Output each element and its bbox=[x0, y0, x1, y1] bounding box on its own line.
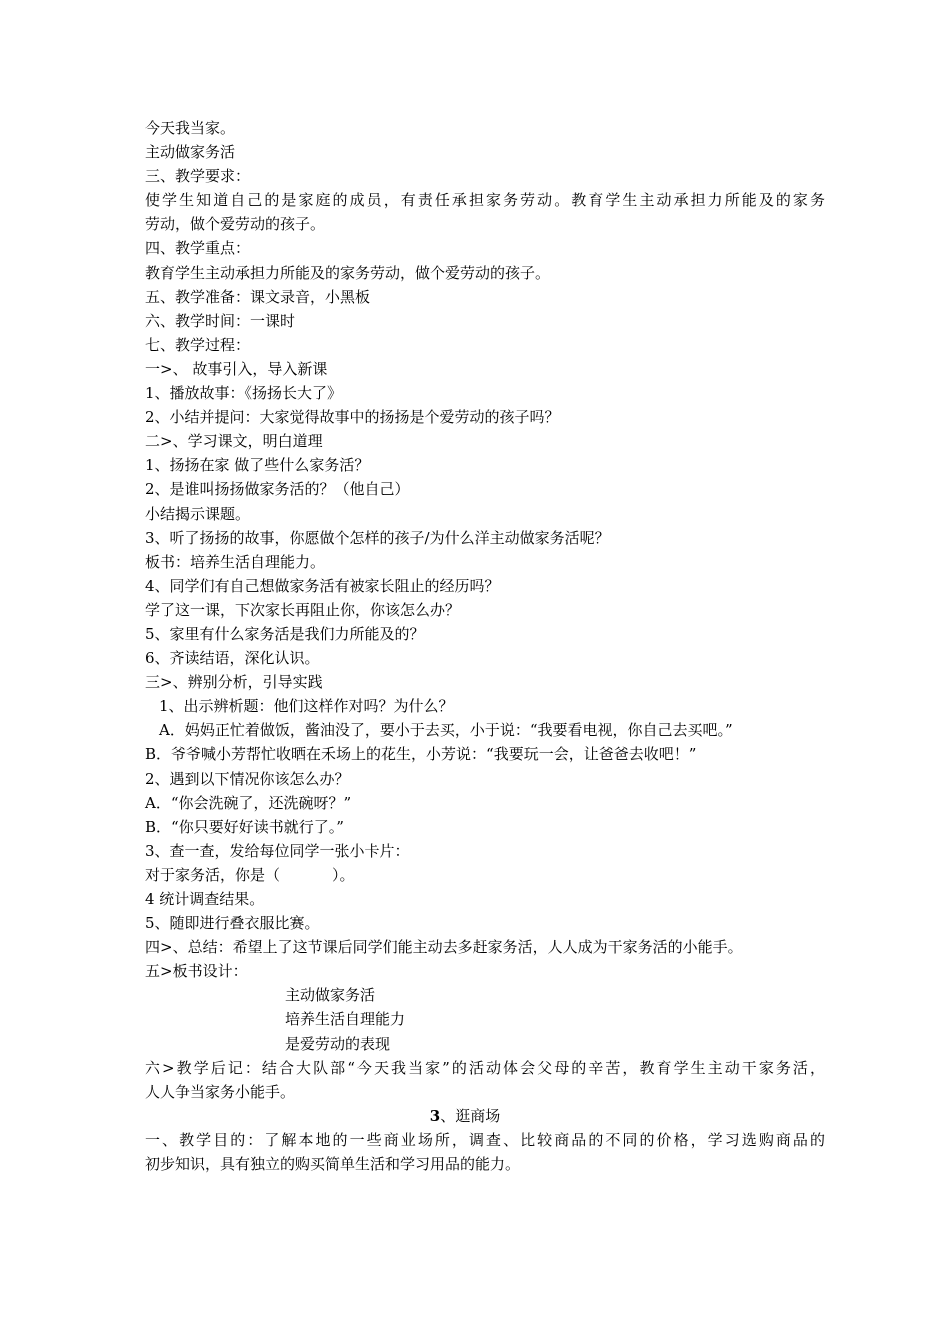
text-line: 人人争当家务小能手。 bbox=[145, 1082, 296, 1101]
text-line: 主动做家务活 bbox=[145, 143, 236, 162]
text-line: 1、扬扬在家 做了些什么家务活？ bbox=[145, 456, 370, 475]
text-line: 3、查一查，发给每位同学一张小卡片： bbox=[145, 841, 410, 860]
text-line: 4、同学们有自己想做家务活有被家长阻止的经历吗？ bbox=[145, 576, 500, 595]
text-line: 6、齐读结语，深化认识。 bbox=[145, 649, 320, 668]
text-line: 2、是谁叫扬扬做家务活的？（他自己） bbox=[145, 480, 410, 499]
text-line: 使学生知道自己的是家庭的成员，有责任承担家务劳动。教育学生主动承担力所能及的家务 bbox=[145, 191, 825, 210]
section-title bbox=[145, 1104, 825, 1128]
text-line: 5、随即进行叠衣服比赛。 bbox=[145, 914, 320, 933]
text-line: 4 统计调查结果。 bbox=[145, 890, 265, 908]
text-line: 劳动，做个爱劳动的孩子。 bbox=[145, 215, 326, 234]
text-line: A．妈妈正忙着做饭，酱油没了，要小于去买，小于说：“我要看电视，你自己去买吧。” bbox=[159, 721, 733, 740]
text-line: 今天我当家。 bbox=[145, 119, 236, 137]
text-line: 小结揭示课题。 bbox=[145, 504, 251, 523]
line-text: 对于家务活，你是（ bbox=[145, 865, 281, 884]
text-line: 四、教学重点： bbox=[145, 239, 251, 258]
text-line: 1、播放故事：《扬扬长大了》 bbox=[145, 384, 343, 403]
text-line: 三、教学要求： bbox=[145, 167, 251, 186]
text-line: 五、教学准备：课文录音，小黑板 bbox=[145, 287, 371, 306]
text-line: A．“你会洗碗了，还洗碗呀？” bbox=[145, 793, 352, 812]
text-line: 六>教学后记：结合大队部“今天我当家”的活动体会父母的辛苦，教育学生主动干家务活， bbox=[145, 1058, 825, 1077]
text-line: 四>、总结：希望上了这节课后同学们能主动去多赶家务活，人人成为干家务活的小能手。 bbox=[145, 938, 743, 957]
text-line: 六、教学时间：一课时 bbox=[145, 311, 296, 330]
text-line: 教育学生主动承担力所能及的家务劳动，做个爱劳动的孩子。 bbox=[145, 263, 551, 282]
text-line: 学了这一课，下次家长再阻止你，你该怎么办？ bbox=[145, 600, 461, 619]
text-line: 是爱劳动的表现 bbox=[285, 1034, 391, 1053]
text-line: 二>、学习课文，明白道理 bbox=[145, 432, 323, 451]
text-line: 一>、 故事引入，导入新课 bbox=[145, 359, 328, 378]
section-title-text: 、逛商场 bbox=[440, 1106, 501, 1125]
text-line: 5、家里有什么家务活是我们力所能及的？ bbox=[145, 624, 425, 643]
text-line: 2、小结并提问：大家觉得故事中的扬扬是个爱劳动的孩子吗？ bbox=[145, 408, 560, 427]
text-line: 五>板书设计： bbox=[145, 962, 248, 981]
text-line: 2、遇到以下情况你该怎么办？ bbox=[145, 769, 350, 788]
text-line: 三>、辨别分析，引导实践 bbox=[145, 673, 323, 692]
text-line: 板书：培养生活自理能力。 bbox=[145, 552, 326, 571]
line-text-tail: ）。 bbox=[332, 865, 355, 884]
text-line: 3、听了扬扬的故事，你愿做个怎样的孩子/为什么洋主动做家务活呢？ bbox=[145, 528, 610, 547]
text-line: 一、教学目的：了解本地的一些商业场所，调查、比较商品的不同的价格，学习选购商品的 bbox=[145, 1130, 825, 1149]
text-line bbox=[145, 863, 825, 887]
text-line: 七、教学过程： bbox=[145, 335, 251, 354]
section-number: 3 bbox=[429, 1106, 441, 1125]
text-line: B．爷爷喊小芳帮忙收晒在禾场上的花生，小芳说：“我要玩一会，让爸爸去收吧！” bbox=[145, 745, 697, 764]
text-line: 1、出示辨析题：他们这样作对吗？为什么？ bbox=[159, 697, 454, 716]
document-body bbox=[145, 116, 825, 1176]
text-line: B．“你只要好好读书就行了。” bbox=[145, 817, 344, 836]
text-line: 初步知识，具有独立的购买简单生活和学习用品的能力。 bbox=[145, 1155, 521, 1174]
text-line: 培养生活自理能力 bbox=[285, 1010, 406, 1029]
text-line: 主动做家务活 bbox=[285, 986, 376, 1005]
